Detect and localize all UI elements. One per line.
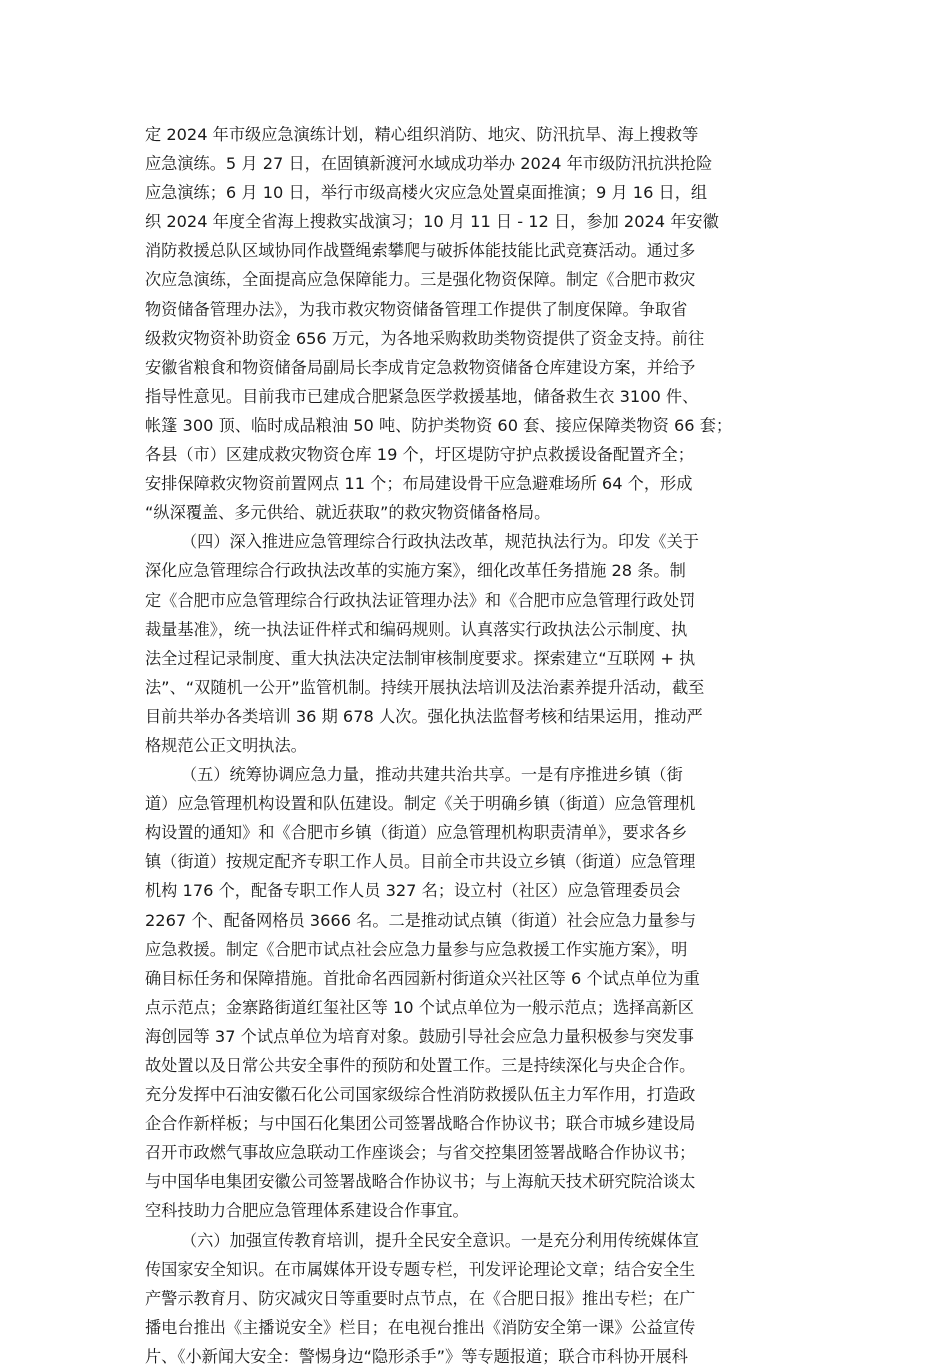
text-line: 充分发挥中石油安徽石化公司国家级综合性消防救援队伍主力军作用，打造政 [145, 1085, 696, 1105]
paragraph-start-line: （六）加强宣传教育培训，提升全民安全意识。一是充分利用传统媒体宣 [181, 1230, 699, 1250]
text-line: 点示范点；金寨路街道红玺社区等 10 个试点单位为一般示范点；选择高新区 [145, 997, 694, 1017]
text-line: 法”、“双随机一公开”监管机制。持续开展执法培训及法治素养提升活动，截至 [145, 677, 705, 697]
text-line: 各县（市）区建成救灾物资仓库 19 个，圩区堤防守护点救援设备配置齐全； [145, 445, 694, 465]
paragraph-start-line: （四）深入推进应急管理综合行政执法改革，规范执法行为。印发《关于 [181, 532, 699, 552]
document-page [145, 120, 825, 1371]
text-line: 故处置以及日常公共安全事件的预防和处置工作。三是持续深化与央企合作。 [145, 1056, 696, 1075]
text-line: 安徽省粮食和物资储备局副局长李成肯定急救物资储备仓库建设方案，并给予 [145, 357, 696, 377]
text-line: 2267 个、配备网格员 3666 名。二是推动试点镇（街道）社会应急力量参与 [145, 910, 697, 930]
text-line: 构设置的通知》和《合肥市乡镇（街道）应急管理机构职责清单》，要求各乡 [145, 823, 688, 843]
text-line: 裁量基准》，统一执法证件样式和编码规则。认真落实行政执法公示制度、执 [145, 619, 688, 639]
text-line: “纵深覆盖、多元供给、就近获取”的救灾物资储备格局。 [145, 503, 551, 523]
paragraph-start-line: （五）统筹协调应急力量，推动共建共治共享。一是有序推进乡镇（街 [181, 765, 683, 785]
text-line: 海创园等 37 个试点单位为培育对象。鼓励引导社会应急力量积极参与突发事 [145, 1026, 694, 1046]
text-line: 应急演练；6 月 10 日，举行市级高楼火灾应急处置桌面推演；9 月 16 日，组 [145, 183, 708, 203]
text-line: 片、《小新闻大安全：警惕身边“隐形杀手”》等专题报道；联合市科协开展科 [145, 1346, 688, 1366]
text-line: 安排保障救灾物资前置网点 11 个；布局建设骨干应急避难场所 64 个，形成 [145, 474, 693, 494]
text-line: 播电台推出《主播说安全》栏目；在电视台推出《消防安全第一课》公益宣传 [145, 1317, 696, 1337]
text-line: 召开市政燃气事故应急联动工作座谈会；与省交控集团签署战略合作协议书； [145, 1143, 696, 1163]
text-line: 法全过程记录制度、重大执法决定法制审核制度要求。探索建立“互联网 + 执 [145, 648, 696, 668]
text-line: 与中国华电集团安徽公司签署战略合作协议书；与上海航天技术研究院洽谈太 [145, 1172, 696, 1192]
text-line: 镇（街道）按规定配齐专职工作人员。目前全市共设立乡镇（街道）应急管理 [145, 852, 696, 872]
text-line: 机构 176 个，配备专职工作人员 327 名；设立村（社区）应急管理委员会 [145, 881, 681, 901]
text-line: 帐篷 300 顶、临时成品粮油 50 吨、防护类物资 60 套、接应保障类物资 66 套； [145, 415, 733, 435]
text-line: 物资储备管理办法》，为我市救灾物资储备管理工作提供了制度保障。争取省 [145, 299, 688, 319]
text-line: 指导性意见。目前我市已建成合肥紧急医学救援基地，储备救生衣 3100 件、 [145, 386, 699, 406]
text-line: 企合作新样板；与中国石化集团公司签署战略合作协议书；联合市城乡建设局 [145, 1114, 696, 1134]
text-line: 定 2024 年市级应急演练计划，精心组织消防、地灾、防汛抗旱、海上搜救等 [145, 125, 699, 144]
text-line: 深化应急管理综合行政执法改革的实施方案》，细化改革任务措施 28 条。制 [145, 561, 686, 581]
text-line: 应急演练。5 月 27 日，在固镇新渡河水域成功举办 2024 年市级防汛抗洪抢险 [145, 154, 713, 174]
text-line: 确目标任务和保障措施。首批命名西园新村街道众兴社区等 6 个试点单位为重 [145, 968, 700, 988]
text-line: 格规范公正文明执法。 [145, 735, 307, 755]
text-line: 应急救援。制定《合肥市试点社会应急力量参与应急救援工作实施方案》，明 [145, 939, 688, 959]
text-line: 级救灾物资补助资金 656 万元，为各地采购救助类物资提供了资金支持。前往 [145, 328, 705, 348]
text-line: 空科技助力合肥应急管理体系建设合作事宜。 [145, 1201, 469, 1221]
text-line: 消防救援总队区域协同作战暨绳索攀爬与破拆体能技能比武竞赛活动。通过多 [145, 241, 696, 261]
text-line: 目前共举办各类培训 36 期 678 人次。强化执法监督考核和结果运用，推动严 [145, 706, 703, 726]
text-line: 产警示教育月、防灾减灾日等重要时点节点，在《合肥日报》推出专栏；在广 [145, 1288, 696, 1308]
text-line: 道）应急管理机构设置和队伍建设。制定《关于明确乡镇（街道）应急管理机 [145, 794, 696, 814]
text-line: 定《合肥市应急管理综合行政执法证管理办法》和《合肥市应急管理行政处罚 [145, 590, 696, 610]
text-line: 次应急演练，全面提高应急保障能力。三是强化物资保障。制定《合肥市救灾 [145, 270, 696, 290]
text-line: 织 2024 年度全省海上搜救实战演习；10 月 11 日 - 12 日，参加 2024 年安徽 [145, 212, 719, 232]
text-line: 传国家安全知识。在市属媒体开设专题专栏，刊发评论理论文章；结合安全生 [145, 1259, 696, 1279]
